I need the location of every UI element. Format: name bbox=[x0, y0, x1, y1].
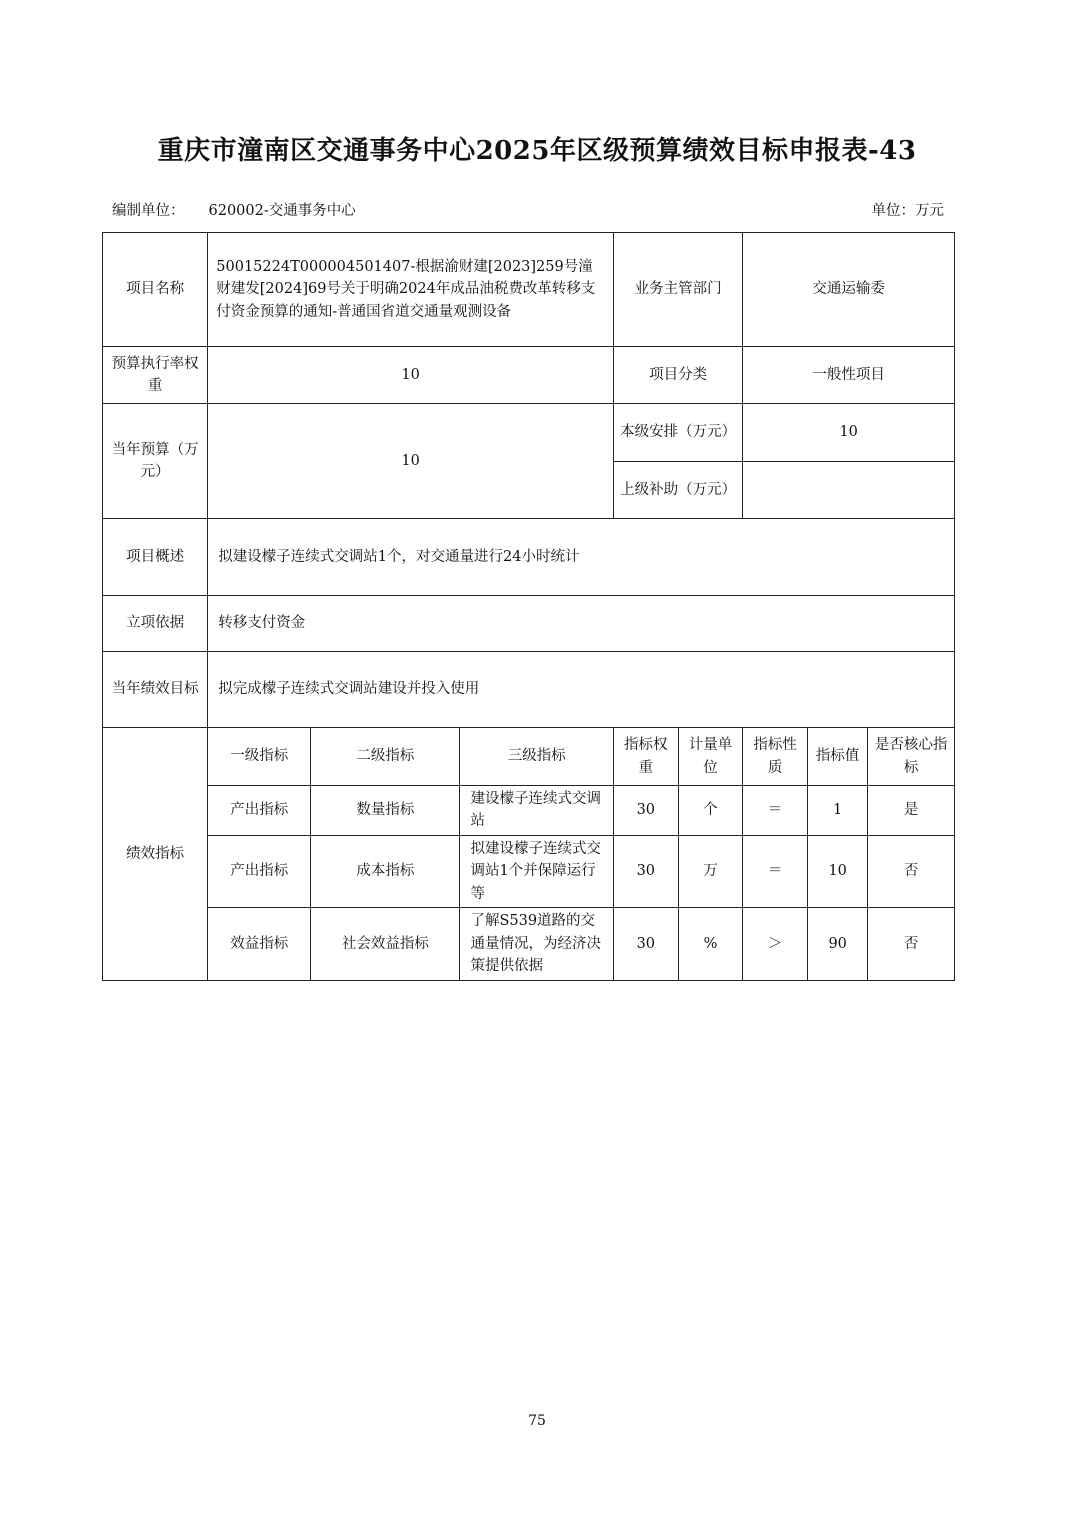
cell-level1: 效益指标 bbox=[208, 908, 311, 980]
cell-level3: 拟建设檬子连续式交调站1个并保障运行等 bbox=[460, 835, 614, 907]
dept-label: 业务主管部门 bbox=[613, 233, 742, 347]
cell-value: 10 bbox=[808, 835, 868, 907]
performance-target-table bbox=[102, 232, 955, 981]
table-row bbox=[103, 908, 955, 980]
currency-unit: 单位：万元 bbox=[871, 203, 944, 219]
header-unit: 计量单位 bbox=[678, 728, 743, 786]
project-name-label: 项目名称 bbox=[103, 233, 208, 347]
basis-label: 立项依据 bbox=[103, 596, 208, 652]
cell-unit: % bbox=[678, 908, 743, 980]
goal-row bbox=[103, 652, 955, 728]
header-core: 是否核心指标 bbox=[868, 728, 955, 786]
cell-value: 1 bbox=[808, 786, 868, 836]
header-nature: 指标性质 bbox=[743, 728, 808, 786]
cell-level3: 建设檬子连续式交调站 bbox=[460, 786, 614, 836]
cell-core: 否 bbox=[868, 908, 955, 980]
upper-subsidy-value bbox=[743, 462, 955, 519]
budget-label: 当年预算（万元） bbox=[103, 404, 208, 519]
header-level3: 三级指标 bbox=[460, 728, 614, 786]
table-row bbox=[103, 835, 955, 907]
cell-nature: ＝ bbox=[743, 786, 808, 836]
basis-value: 转移支付资金 bbox=[208, 596, 955, 652]
header-weight: 指标权重 bbox=[613, 728, 678, 786]
execution-rate-value: 10 bbox=[208, 347, 614, 404]
cell-level1: 产出指标 bbox=[208, 835, 311, 907]
cell-level2: 社会效益指标 bbox=[311, 908, 460, 980]
page-number: 75 bbox=[528, 1413, 546, 1429]
page-title: 重庆市潼南区交通事务中心2025年区级预算绩效目标申报表-43 bbox=[157, 136, 917, 166]
cell-weight: 30 bbox=[613, 908, 678, 980]
cell-weight: 30 bbox=[613, 835, 678, 907]
budget-row-local bbox=[103, 404, 955, 462]
goal-value: 拟完成檬子连续式交调站建设并投入使用 bbox=[208, 652, 955, 728]
project-name-row bbox=[103, 233, 955, 347]
cell-weight: 30 bbox=[613, 786, 678, 836]
overview-value: 拟建设檬子连续式交调站1个，对交通量进行24小时统计 bbox=[208, 519, 955, 596]
cell-nature: ＞ bbox=[743, 908, 808, 980]
compiling-unit-label: 编制单位： bbox=[112, 203, 185, 219]
header-level1: 一级指标 bbox=[208, 728, 311, 786]
local-arrangement-label: 本级安排（万元） bbox=[613, 404, 742, 462]
cell-level2: 成本指标 bbox=[311, 835, 460, 907]
cell-level3: 了解S539道路的交通量情况，为经济决策提供依据 bbox=[460, 908, 614, 980]
dept-value: 交通运输委 bbox=[743, 233, 955, 347]
indicator-header-row bbox=[103, 728, 955, 786]
category-label: 项目分类 bbox=[613, 347, 742, 404]
execution-rate-row bbox=[103, 347, 955, 404]
cell-unit: 万 bbox=[678, 835, 743, 907]
budget-value: 10 bbox=[208, 404, 614, 519]
basis-row bbox=[103, 596, 955, 652]
execution-rate-label: 预算执行率权重 bbox=[103, 347, 208, 404]
cell-core: 否 bbox=[868, 835, 955, 907]
compiling-unit bbox=[112, 199, 356, 220]
overview-row bbox=[103, 519, 955, 596]
table-row bbox=[103, 786, 955, 836]
overview-label: 项目概述 bbox=[103, 519, 208, 596]
cell-unit: 个 bbox=[678, 786, 743, 836]
cell-level2: 数量指标 bbox=[311, 786, 460, 836]
upper-subsidy-label: 上级补助（万元） bbox=[613, 462, 742, 519]
local-arrangement-value: 10 bbox=[743, 404, 955, 462]
cell-level1: 产出指标 bbox=[208, 786, 311, 836]
cell-value: 90 bbox=[808, 908, 868, 980]
compiling-unit-value: 620002-交通事务中心 bbox=[208, 203, 356, 219]
goal-label: 当年绩效目标 bbox=[103, 652, 208, 728]
indicator-label: 绩效指标 bbox=[103, 728, 208, 981]
category-value: 一般性项目 bbox=[743, 347, 955, 404]
cell-nature: ＝ bbox=[743, 835, 808, 907]
project-name-value: 50015224T000004501407-根据渝财建[2023]259号潼财建发[2024]69号关于明确2024年成品油税费改革转移支付资金预算的通知-普通国省道交通量观测设备 bbox=[208, 233, 614, 347]
cell-core: 是 bbox=[868, 786, 955, 836]
header-value: 指标值 bbox=[808, 728, 868, 786]
header-level2: 二级指标 bbox=[311, 728, 460, 786]
